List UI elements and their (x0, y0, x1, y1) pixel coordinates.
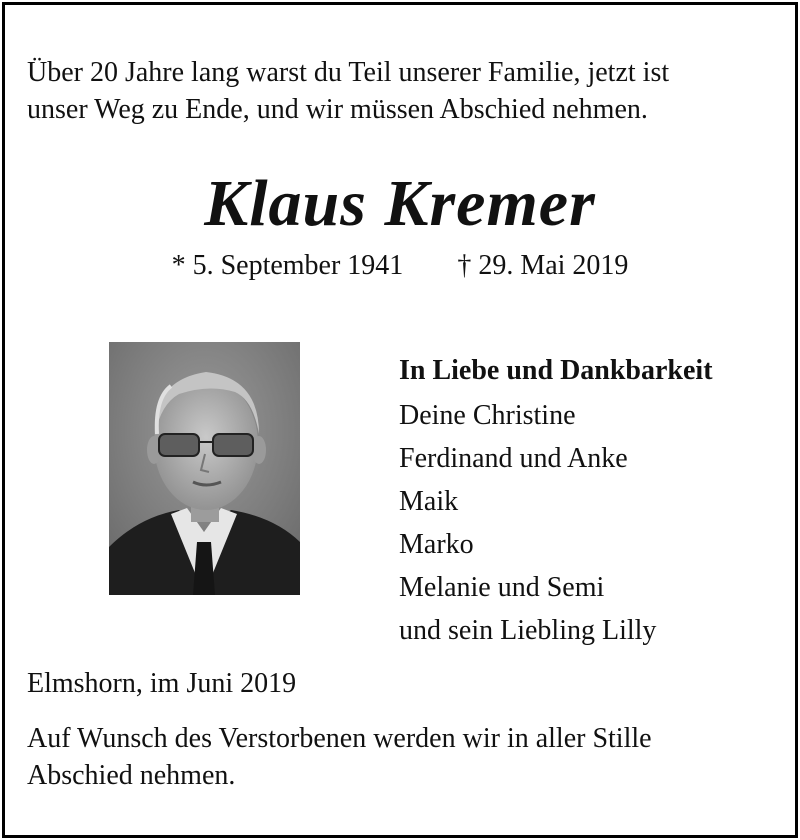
signature-block (399, 352, 789, 652)
portrait-photo (109, 342, 300, 595)
death-date: † 29. Mai 2019 (457, 250, 629, 281)
life-dates (0, 248, 800, 284)
mourner-name: und sein Liebling Lilly (399, 615, 657, 646)
mourner-name: Ferdinand und Anke (399, 443, 628, 474)
mourner-name: Deine Christine (399, 400, 576, 431)
intro-line-2: unser Weg zu Ende, und wir müssen Abschied nehmen. (27, 94, 648, 125)
closing-line-1: Auf Wunsch des Verstorbenen werden wir in aller Stille (27, 723, 652, 754)
closing-line-2: Abschied nehmen. (27, 760, 236, 791)
closing-note (27, 720, 787, 794)
mourner-name: Marko (399, 529, 474, 560)
mourner-name: Maik (399, 486, 459, 517)
mourner-name: Melanie und Semi (399, 572, 605, 603)
mourners-list (399, 394, 789, 652)
portrait-illustration (109, 342, 300, 595)
signature-heading: In Liebe und Dankbarkeit (399, 355, 713, 386)
intro-text (27, 54, 787, 128)
deceased-name: Klaus Kremer (204, 167, 596, 240)
birth-date: * 5. September 1941 (171, 250, 404, 281)
place-and-date: Elmshorn, im Juni 2019 (27, 668, 297, 699)
intro-line-1: Über 20 Jahre lang warst du Teil unserer Familie, jetzt ist (27, 57, 670, 88)
